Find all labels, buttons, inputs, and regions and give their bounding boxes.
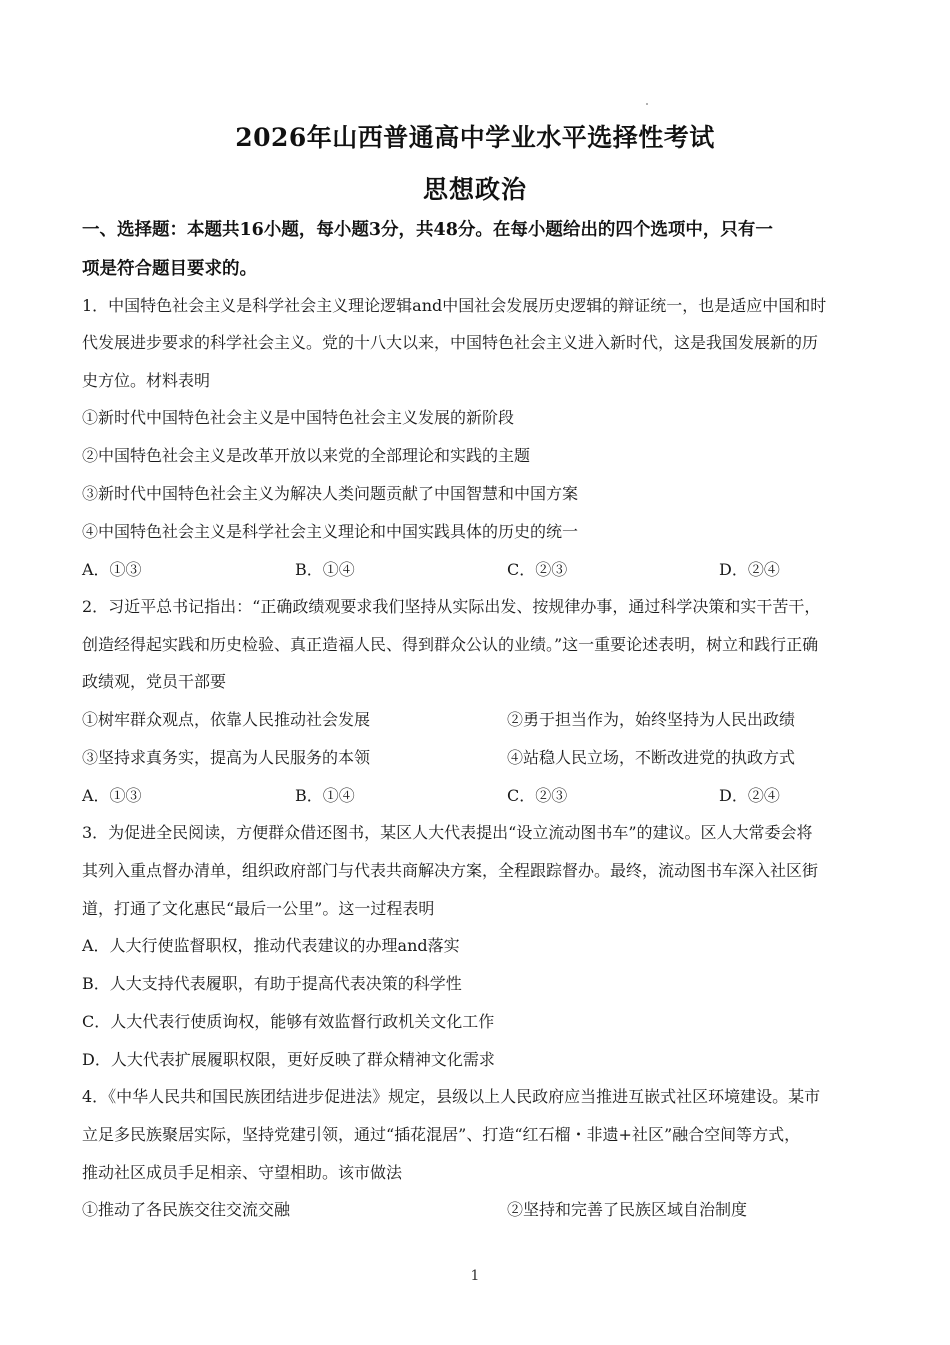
q2-statement-2: ②勇于担当作为，始终坚持为人民出政绩 <box>507 710 796 729</box>
q4-statement-1: ①推动了各民族交往交流交融 <box>82 1200 291 1219</box>
q1-stem-line-2: 代发展进步要求的科学社会主义。党的十八大以来，中国特色社会主义进入新时代，这是我国发展新的历 <box>82 333 819 352</box>
q2-statement-1: ①树牢群众观点，依靠人民推动社会发展 <box>82 710 371 729</box>
q3-stem-line-1: 3．为促进全民阅读，方便群众借还图书，某区人大代表提出“设立流动图书车”的建议。区人大常委会将 <box>82 823 813 842</box>
q2-statement-3: ③坚持求真务实，提高为人民服务的本领 <box>82 748 371 767</box>
q2-option-d: D．②④ <box>719 786 780 805</box>
q2-stem-line-3: 政绩观，党员干部要 <box>82 672 227 691</box>
q3-stem-line-3: 道，打通了文化惠民“最后一公里”。这一过程表明 <box>82 899 435 918</box>
q2-stem-line-1: 2．习近平总书记指出：“正确政绩观要求我们坚持从实际出发、按规律办事，通过科学决策和实干苦干， <box>82 597 821 616</box>
q1-option-d: D．②④ <box>719 560 780 579</box>
q1-statement-3: ③新时代中国特色社会主义为解决人类问题贡献了中国智慧和中国方案 <box>82 484 579 503</box>
q3-stem-line-2: 其列入重点督办清单，组织政府部门与代表共商解决方案，全程跟踪督办。最终，流动图书车深入社区街 <box>82 861 819 880</box>
q4-stem-line-1: 4．《中华人民共和国民族团结进步促进法》规定，县级以上人民政府应当推进互嵌式社区环境建设。某市 <box>82 1087 821 1106</box>
page-number: 1 <box>470 1268 480 1284</box>
q2-statement-4: ④站稳人民立场，不断改进党的执政方式 <box>507 748 796 767</box>
q2-option-a: A．①③ <box>82 786 142 805</box>
subject-title: 思想政治 <box>422 175 527 204</box>
scan-speck <box>646 103 648 105</box>
q1-option-a: A．①③ <box>82 560 142 579</box>
q1-statement-2: ②中国特色社会主义是改革开放以来党的全部理论和实践的主题 <box>82 446 531 465</box>
q1-option-c: C．②③ <box>507 560 568 579</box>
q3-choice-d: D．人大代表扩展履职权限，更好反映了群众精神文化需求 <box>82 1050 495 1069</box>
q2-option-b: B．①④ <box>295 786 355 805</box>
q3-choice-c: C．人大代表行使质询权，能够有效监督行政机关文化工作 <box>82 1012 495 1031</box>
exam-title: 2026年山西普通高中学业水平选择性考试 <box>235 123 715 152</box>
q2-option-c: C．②③ <box>507 786 568 805</box>
q4-stem-line-2: 立足多民族聚居实际，坚持党建引领，通过“插花混居”、打造“红石榴・非遗+社区”融合空间等方式， <box>82 1125 801 1144</box>
q1-stem-line-3: 史方位。材料表明 <box>82 371 211 390</box>
q1-statement-1: ①新时代中国特色社会主义是中国特色社会主义发展的新阶段 <box>82 408 515 427</box>
q4-statement-2: ②坚持和完善了民族区域自治制度 <box>507 1200 748 1219</box>
q2-stem-line-2: 创造经得起实践和历史检验、真正造福人民、得到群众公认的业绩。”这一重要论述表明，树立和践行正确 <box>82 635 819 654</box>
q1-stem-line-1: 1．中国特色社会主义是科学社会主义理论逻辑and中国社会发展历史逻辑的辩证统一，也是适应中国和时 <box>82 296 827 315</box>
q1-option-b: B．①④ <box>295 560 355 579</box>
q3-choice-b: B．人大支持代表履职，有助于提高代表决策的科学性 <box>82 974 462 993</box>
q1-statement-4: ④中国特色社会主义是科学社会主义理论和中国实践具体的历史的统一 <box>82 522 579 541</box>
q4-stem-line-3: 推动社区成员手足相亲、守望相助。该市做法 <box>82 1163 403 1182</box>
q3-choice-a: A．人大行使监督职权，推动代表建议的办理and落实 <box>82 936 460 955</box>
section-heading-line-2: 项是符合题目要求的。 <box>82 259 257 279</box>
section-heading-line-1: 一、选择题：本题共16小题，每小题3分，共48分。在每小题给出的四个选项中，只有一 <box>82 220 773 240</box>
